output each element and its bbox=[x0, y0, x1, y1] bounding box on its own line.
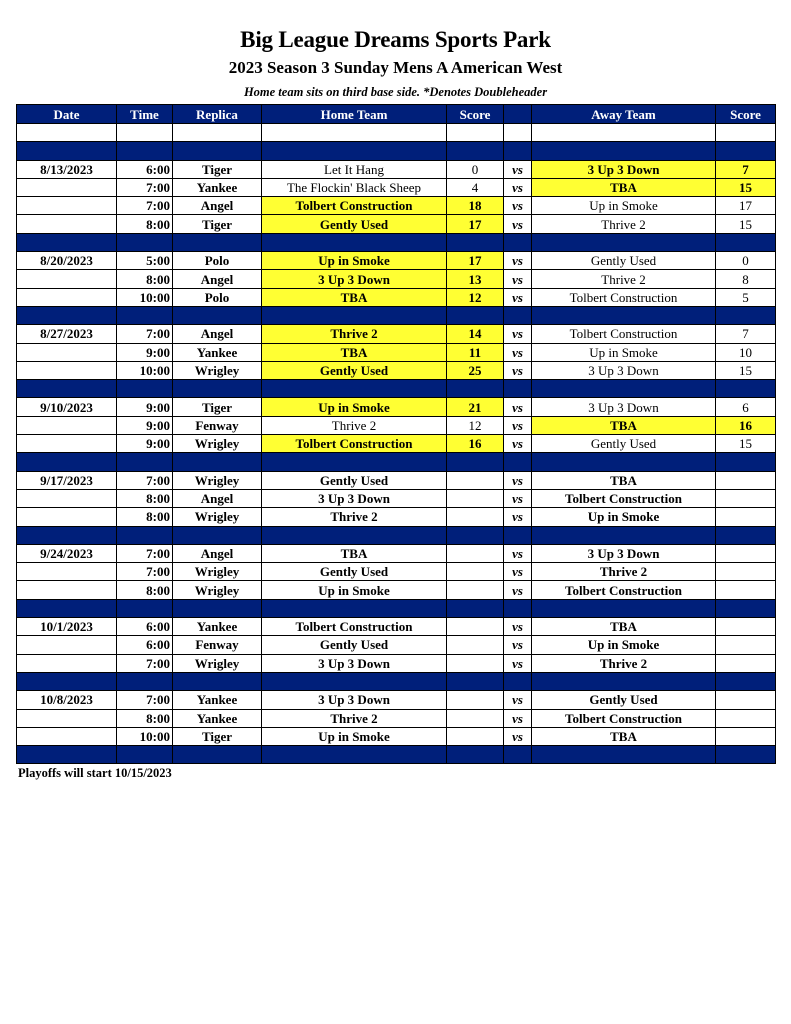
vs-label: vs bbox=[504, 325, 532, 343]
home-team: Tolbert Construction bbox=[262, 618, 447, 636]
vs-label: vs bbox=[504, 563, 532, 581]
vs-label: vs bbox=[504, 270, 532, 288]
away-team: TBA bbox=[532, 178, 716, 196]
game-row bbox=[17, 160, 776, 178]
vs-label: vs bbox=[504, 471, 532, 489]
home-team: 3 Up 3 Down bbox=[262, 691, 447, 709]
game-date bbox=[17, 178, 117, 196]
game-row bbox=[17, 416, 776, 434]
away-team: Up in Smoke bbox=[532, 508, 716, 526]
game-time: 9:00 bbox=[117, 416, 173, 434]
home-score: 12 bbox=[447, 288, 504, 306]
game-field: Wrigley bbox=[173, 563, 262, 581]
blank-row bbox=[17, 124, 776, 142]
game-date bbox=[17, 709, 117, 727]
away-score bbox=[716, 636, 776, 654]
home-score bbox=[447, 581, 504, 599]
away-team: TBA bbox=[532, 727, 716, 745]
vs-label: vs bbox=[504, 361, 532, 379]
away-team: Thrive 2 bbox=[532, 270, 716, 288]
separator-row bbox=[17, 142, 776, 160]
away-team: 3 Up 3 Down bbox=[532, 361, 716, 379]
away-team: Gently Used bbox=[532, 435, 716, 453]
home-team: 3 Up 3 Down bbox=[262, 654, 447, 672]
away-team: Tolbert Construction bbox=[532, 288, 716, 306]
home-score: 0 bbox=[447, 160, 504, 178]
game-row bbox=[17, 215, 776, 233]
game-field: Wrigley bbox=[173, 581, 262, 599]
away-team: Up in Smoke bbox=[532, 197, 716, 215]
vs-label: vs bbox=[504, 416, 532, 434]
game-row bbox=[17, 691, 776, 709]
away-team: 3 Up 3 Down bbox=[532, 160, 716, 178]
home-team: Thrive 2 bbox=[262, 508, 447, 526]
header-home-team: Home Team bbox=[262, 105, 447, 124]
game-row bbox=[17, 471, 776, 489]
game-time: 8:00 bbox=[117, 581, 173, 599]
game-field: Yankee bbox=[173, 618, 262, 636]
game-row bbox=[17, 270, 776, 288]
home-team: The Flockin' Black Sheep bbox=[262, 178, 447, 196]
game-time: 6:00 bbox=[117, 636, 173, 654]
away-score bbox=[716, 727, 776, 745]
game-date bbox=[17, 416, 117, 434]
vs-label: vs bbox=[504, 654, 532, 672]
game-field: Polo bbox=[173, 288, 262, 306]
game-date bbox=[17, 489, 117, 507]
away-score: 15 bbox=[716, 361, 776, 379]
away-team: 3 Up 3 Down bbox=[532, 398, 716, 416]
game-row bbox=[17, 178, 776, 196]
header-date: Date bbox=[17, 105, 117, 124]
away-team: Thrive 2 bbox=[532, 654, 716, 672]
vs-label: vs bbox=[504, 691, 532, 709]
game-date: 8/13/2023 bbox=[17, 160, 117, 178]
game-date: 8/27/2023 bbox=[17, 325, 117, 343]
game-field: Tiger bbox=[173, 160, 262, 178]
home-score bbox=[447, 563, 504, 581]
home-score bbox=[447, 618, 504, 636]
away-score: 15 bbox=[716, 178, 776, 196]
game-date bbox=[17, 197, 117, 215]
home-score bbox=[447, 636, 504, 654]
vs-label: vs bbox=[504, 709, 532, 727]
header-vs bbox=[504, 105, 532, 124]
game-field: Wrigley bbox=[173, 654, 262, 672]
game-row bbox=[17, 544, 776, 562]
home-score bbox=[447, 654, 504, 672]
game-field: Yankee bbox=[173, 343, 262, 361]
game-date: 9/17/2023 bbox=[17, 471, 117, 489]
home-team: TBA bbox=[262, 343, 447, 361]
away-score bbox=[716, 544, 776, 562]
vs-label: vs bbox=[504, 343, 532, 361]
game-field: Angel bbox=[173, 325, 262, 343]
away-score bbox=[716, 471, 776, 489]
game-time: 9:00 bbox=[117, 343, 173, 361]
home-team: TBA bbox=[262, 544, 447, 562]
game-time: 8:00 bbox=[117, 508, 173, 526]
game-field: Angel bbox=[173, 270, 262, 288]
game-date: 10/1/2023 bbox=[17, 618, 117, 636]
game-row bbox=[17, 618, 776, 636]
vs-label: vs bbox=[504, 636, 532, 654]
game-time: 8:00 bbox=[117, 489, 173, 507]
game-row bbox=[17, 197, 776, 215]
game-row bbox=[17, 508, 776, 526]
away-score bbox=[716, 581, 776, 599]
game-field: Yankee bbox=[173, 691, 262, 709]
vs-label: vs bbox=[504, 160, 532, 178]
home-team: Gently Used bbox=[262, 563, 447, 581]
game-row bbox=[17, 398, 776, 416]
home-team: Tolbert Construction bbox=[262, 435, 447, 453]
game-date bbox=[17, 270, 117, 288]
game-time: 7:00 bbox=[117, 654, 173, 672]
home-team: Up in Smoke bbox=[262, 398, 447, 416]
home-team: Up in Smoke bbox=[262, 581, 447, 599]
vs-label: vs bbox=[504, 581, 532, 599]
home-score: 18 bbox=[447, 197, 504, 215]
away-team: Up in Smoke bbox=[532, 343, 716, 361]
home-score: 25 bbox=[447, 361, 504, 379]
game-field: Yankee bbox=[173, 178, 262, 196]
game-time: 7:00 bbox=[117, 691, 173, 709]
game-date bbox=[17, 636, 117, 654]
vs-label: vs bbox=[504, 215, 532, 233]
home-team: Tolbert Construction bbox=[262, 197, 447, 215]
game-time: 6:00 bbox=[117, 618, 173, 636]
game-time: 7:00 bbox=[117, 544, 173, 562]
schedule-body bbox=[17, 142, 776, 764]
home-team: Up in Smoke bbox=[262, 727, 447, 745]
home-team: Gently Used bbox=[262, 636, 447, 654]
away-score: 5 bbox=[716, 288, 776, 306]
away-score: 15 bbox=[716, 435, 776, 453]
game-field: Wrigley bbox=[173, 508, 262, 526]
vs-label: vs bbox=[504, 618, 532, 636]
header-away-score: Score bbox=[716, 105, 776, 124]
away-team: Gently Used bbox=[532, 691, 716, 709]
game-field: Fenway bbox=[173, 636, 262, 654]
away-score: 7 bbox=[716, 160, 776, 178]
game-row bbox=[17, 563, 776, 581]
game-time: 7:00 bbox=[117, 197, 173, 215]
game-date bbox=[17, 361, 117, 379]
game-date: 10/8/2023 bbox=[17, 691, 117, 709]
game-row bbox=[17, 581, 776, 599]
home-score: 13 bbox=[447, 270, 504, 288]
game-time: 7:00 bbox=[117, 471, 173, 489]
away-score bbox=[716, 508, 776, 526]
game-row bbox=[17, 636, 776, 654]
separator-row bbox=[17, 599, 776, 617]
separator-row bbox=[17, 306, 776, 324]
game-time: 8:00 bbox=[117, 215, 173, 233]
playoffs-note: Playoffs will start 10/15/2023 bbox=[18, 766, 172, 780]
game-time: 8:00 bbox=[117, 709, 173, 727]
home-score: 21 bbox=[447, 398, 504, 416]
game-time: 9:00 bbox=[117, 398, 173, 416]
home-team: Gently Used bbox=[262, 361, 447, 379]
game-field: Polo bbox=[173, 252, 262, 270]
game-field: Tiger bbox=[173, 215, 262, 233]
vs-label: vs bbox=[504, 197, 532, 215]
away-team: Tolbert Construction bbox=[532, 489, 716, 507]
away-score: 16 bbox=[716, 416, 776, 434]
away-score bbox=[716, 489, 776, 507]
game-field: Angel bbox=[173, 489, 262, 507]
game-row bbox=[17, 325, 776, 343]
game-row bbox=[17, 709, 776, 727]
away-score: 7 bbox=[716, 325, 776, 343]
game-time: 10:00 bbox=[117, 361, 173, 379]
home-team: TBA bbox=[262, 288, 447, 306]
vs-label: vs bbox=[504, 508, 532, 526]
game-time: 8:00 bbox=[117, 270, 173, 288]
game-time: 6:00 bbox=[117, 160, 173, 178]
home-score bbox=[447, 709, 504, 727]
away-score bbox=[716, 618, 776, 636]
vs-label: vs bbox=[504, 489, 532, 507]
game-row bbox=[17, 435, 776, 453]
game-date bbox=[17, 563, 117, 581]
home-team: Thrive 2 bbox=[262, 709, 447, 727]
away-score: 0 bbox=[716, 252, 776, 270]
page-title: Big League Dreams Sports Park bbox=[240, 27, 551, 52]
home-score bbox=[447, 727, 504, 745]
vs-label: vs bbox=[504, 252, 532, 270]
game-row bbox=[17, 288, 776, 306]
away-team: TBA bbox=[532, 471, 716, 489]
away-team: TBA bbox=[532, 416, 716, 434]
vs-label: vs bbox=[504, 398, 532, 416]
game-row bbox=[17, 343, 776, 361]
game-time: 5:00 bbox=[117, 252, 173, 270]
home-score: 17 bbox=[447, 215, 504, 233]
home-score: 14 bbox=[447, 325, 504, 343]
home-team: Thrive 2 bbox=[262, 325, 447, 343]
away-team: Up in Smoke bbox=[532, 636, 716, 654]
game-row bbox=[17, 361, 776, 379]
header-row bbox=[17, 105, 776, 124]
game-date bbox=[17, 343, 117, 361]
home-score: 17 bbox=[447, 252, 504, 270]
home-team: Gently Used bbox=[262, 471, 447, 489]
away-score bbox=[716, 691, 776, 709]
vs-label: vs bbox=[504, 544, 532, 562]
vs-label: vs bbox=[504, 727, 532, 745]
separator-row bbox=[17, 233, 776, 251]
header-replica: Replica bbox=[173, 105, 262, 124]
game-row bbox=[17, 654, 776, 672]
game-field: Yankee bbox=[173, 709, 262, 727]
game-date bbox=[17, 581, 117, 599]
separator-row bbox=[17, 380, 776, 398]
game-date bbox=[17, 435, 117, 453]
game-field: Angel bbox=[173, 197, 262, 215]
game-field: Wrigley bbox=[173, 471, 262, 489]
home-team: Gently Used bbox=[262, 215, 447, 233]
away-score: 10 bbox=[716, 343, 776, 361]
away-score: 6 bbox=[716, 398, 776, 416]
home-score bbox=[447, 508, 504, 526]
away-team: Gently Used bbox=[532, 252, 716, 270]
home-score bbox=[447, 471, 504, 489]
game-date bbox=[17, 654, 117, 672]
game-time: 7:00 bbox=[117, 325, 173, 343]
game-time: 10:00 bbox=[117, 288, 173, 306]
home-team: 3 Up 3 Down bbox=[262, 270, 447, 288]
away-score bbox=[716, 563, 776, 581]
game-date bbox=[17, 727, 117, 745]
game-field: Fenway bbox=[173, 416, 262, 434]
away-score: 8 bbox=[716, 270, 776, 288]
game-date: 9/10/2023 bbox=[17, 398, 117, 416]
home-score: 12 bbox=[447, 416, 504, 434]
page-note: Home team sits on third base side. *Denotes Doubleheader bbox=[243, 85, 548, 99]
header-home-score: Score bbox=[447, 105, 504, 124]
game-time: 7:00 bbox=[117, 178, 173, 196]
header-time: Time bbox=[117, 105, 173, 124]
home-score: 16 bbox=[447, 435, 504, 453]
game-field: Wrigley bbox=[173, 435, 262, 453]
schedule-table bbox=[16, 104, 776, 764]
home-score bbox=[447, 489, 504, 507]
away-team: TBA bbox=[532, 618, 716, 636]
game-time: 7:00 bbox=[117, 563, 173, 581]
away-score: 15 bbox=[716, 215, 776, 233]
separator-row bbox=[17, 672, 776, 690]
home-team: Up in Smoke bbox=[262, 252, 447, 270]
game-field: Wrigley bbox=[173, 361, 262, 379]
game-date bbox=[17, 288, 117, 306]
home-team: Let It Hang bbox=[262, 160, 447, 178]
game-date: 8/20/2023 bbox=[17, 252, 117, 270]
home-score bbox=[447, 691, 504, 709]
game-time: 10:00 bbox=[117, 727, 173, 745]
game-date: 9/24/2023 bbox=[17, 544, 117, 562]
vs-label: vs bbox=[504, 178, 532, 196]
separator-row bbox=[17, 526, 776, 544]
game-row bbox=[17, 489, 776, 507]
separator-row bbox=[17, 746, 776, 764]
home-score: 4 bbox=[447, 178, 504, 196]
away-team: Tolbert Construction bbox=[532, 709, 716, 727]
game-date bbox=[17, 215, 117, 233]
home-team: Thrive 2 bbox=[262, 416, 447, 434]
away-team: Thrive 2 bbox=[532, 215, 716, 233]
game-date bbox=[17, 508, 117, 526]
away-score bbox=[716, 654, 776, 672]
separator-row bbox=[17, 453, 776, 471]
page-subtitle: 2023 Season 3 Sunday Mens A American West bbox=[228, 58, 563, 77]
away-team: 3 Up 3 Down bbox=[532, 544, 716, 562]
away-team: Thrive 2 bbox=[532, 563, 716, 581]
away-team: Tolbert Construction bbox=[532, 581, 716, 599]
header-away-team: Away Team bbox=[532, 105, 716, 124]
vs-label: vs bbox=[504, 435, 532, 453]
vs-label: vs bbox=[504, 288, 532, 306]
game-row bbox=[17, 727, 776, 745]
away-score: 17 bbox=[716, 197, 776, 215]
game-time: 9:00 bbox=[117, 435, 173, 453]
away-team: Tolbert Construction bbox=[532, 325, 716, 343]
home-score bbox=[447, 544, 504, 562]
home-score: 11 bbox=[447, 343, 504, 361]
game-row bbox=[17, 252, 776, 270]
game-field: Tiger bbox=[173, 727, 262, 745]
game-field: Angel bbox=[173, 544, 262, 562]
home-team: 3 Up 3 Down bbox=[262, 489, 447, 507]
game-field: Tiger bbox=[173, 398, 262, 416]
away-score bbox=[716, 709, 776, 727]
